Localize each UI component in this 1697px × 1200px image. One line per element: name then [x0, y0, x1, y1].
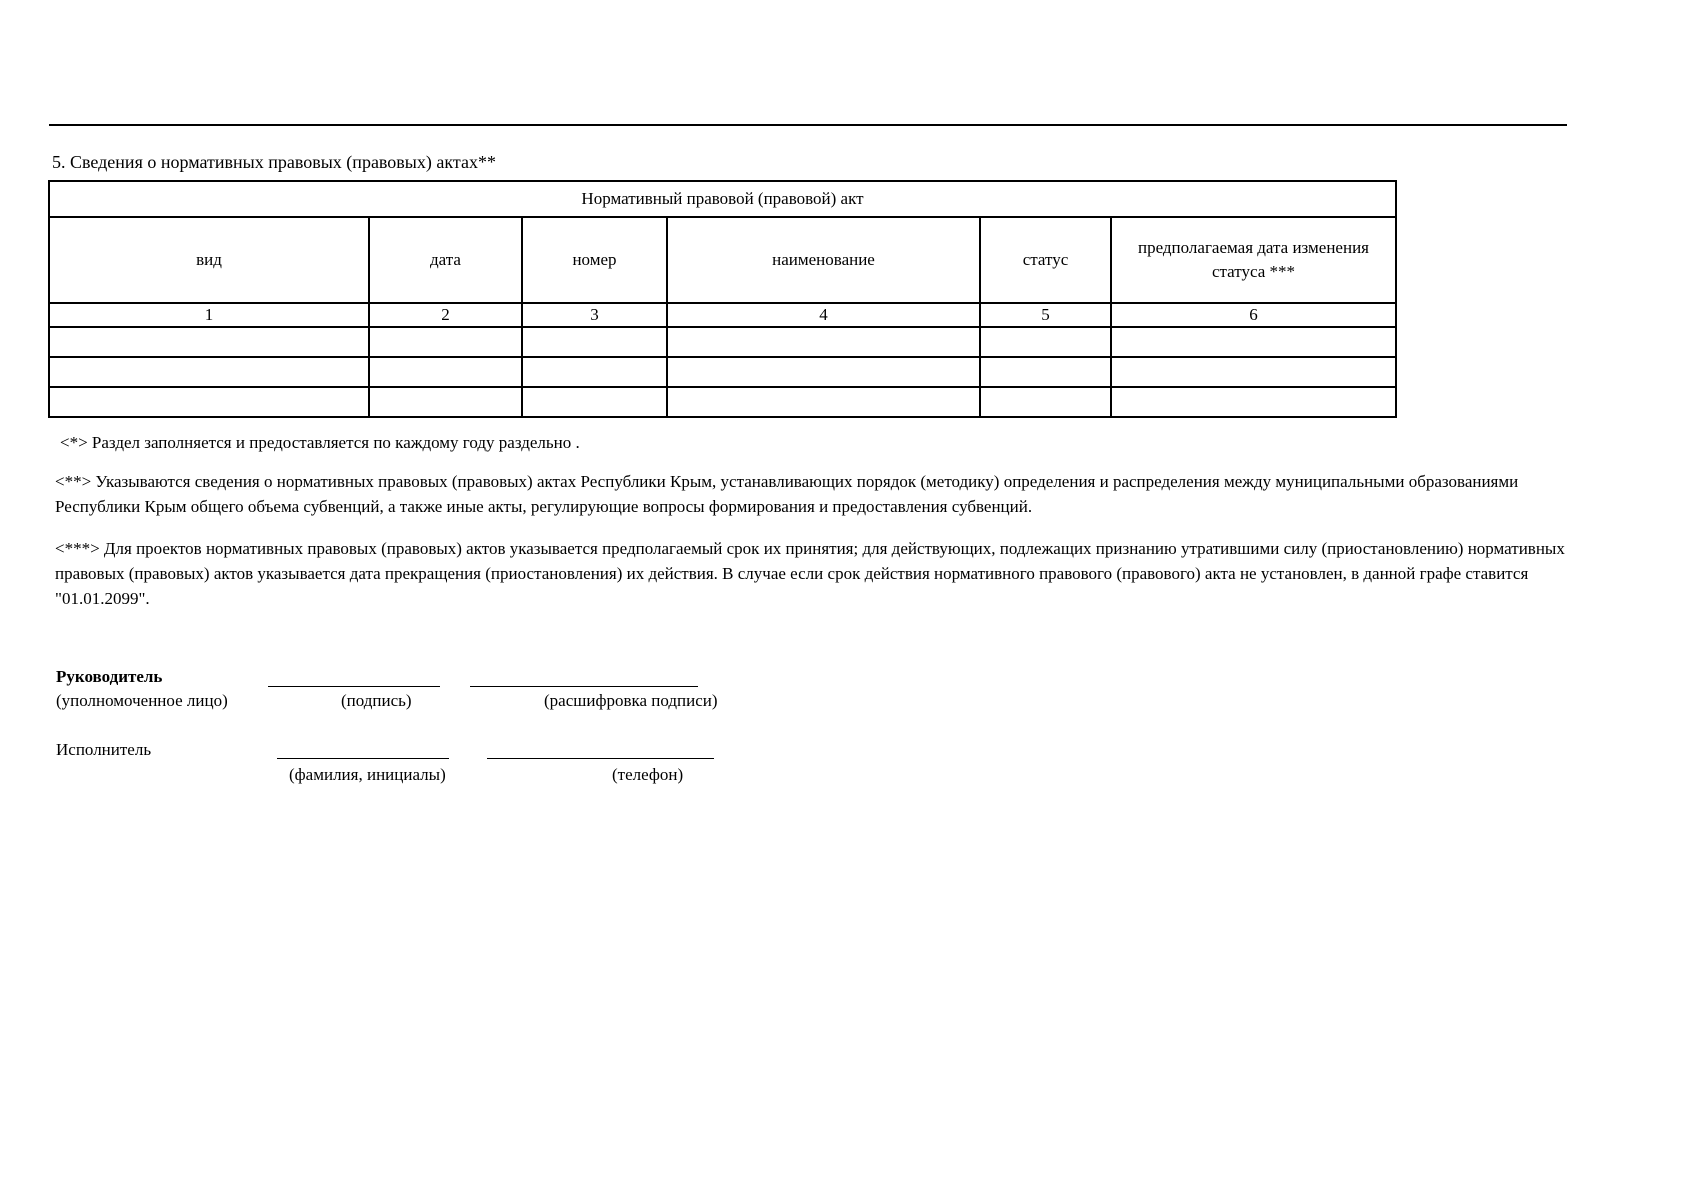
column-number: 2 [369, 303, 522, 327]
executor-name-caption: (фамилия, инициалы) [289, 765, 446, 784]
table-cell[interactable] [667, 357, 980, 387]
table-cell[interactable] [980, 327, 1111, 357]
footnote-2: <**> Указываются сведения о нормативных правовых (правовых) актах Республики Крым, устанавливающих порядок (методику) определения и распределения между муниципальными образованиями Республики Крым общего объема субвенций, а также иные акты, регулирующие вопросы формирования и предоставления субвенций. [55, 472, 1519, 516]
table-row [49, 357, 1396, 387]
signature-line[interactable] [268, 686, 440, 687]
table-column-number-row [49, 303, 1396, 327]
table-cell[interactable] [667, 327, 980, 357]
section-title: 5. Сведения о нормативных правовых (правовых) актах** [52, 152, 496, 172]
table-cell[interactable] [522, 327, 667, 357]
table-cell[interactable] [1111, 387, 1396, 417]
table-cell[interactable] [1111, 357, 1396, 387]
column-number: 1 [49, 303, 369, 327]
signature-caption: (подпись) [341, 691, 412, 710]
column-number: 6 [1111, 303, 1396, 327]
executor-phone-caption: (телефон) [612, 765, 684, 784]
column-header-status: статус [980, 217, 1111, 303]
signature-decryption-caption: (расшифровка подписи) [544, 691, 718, 710]
table-cell[interactable] [49, 387, 369, 417]
table-cell[interactable] [49, 357, 369, 387]
column-header-type: вид [49, 217, 369, 303]
table-cell[interactable] [49, 327, 369, 357]
table-cell[interactable] [522, 357, 667, 387]
table-cell[interactable] [369, 387, 522, 417]
table-cell[interactable] [667, 387, 980, 417]
column-header-status-change-date: предполагаемая дата изменения статуса *** [1111, 217, 1396, 303]
column-header-date: дата [369, 217, 522, 303]
normative-acts-table [48, 180, 1397, 418]
table-cell[interactable] [980, 387, 1111, 417]
column-number: 3 [522, 303, 667, 327]
column-header-name: наименование [667, 217, 980, 303]
head-subtitle: (уполномоченное лицо) [56, 691, 228, 710]
column-header-number: номер [522, 217, 667, 303]
table-cell[interactable] [369, 327, 522, 357]
signature-decryption-line[interactable] [470, 686, 698, 687]
executor-name-line[interactable] [277, 758, 449, 759]
executor-phone-line[interactable] [487, 758, 714, 759]
column-number: 4 [667, 303, 980, 327]
table-group-header: Нормативный правовой (правовой) акт [49, 181, 1396, 217]
table-row [49, 327, 1396, 357]
table-cell[interactable] [522, 387, 667, 417]
top-rule [49, 124, 1567, 126]
head-title: Руководитель [56, 667, 163, 686]
executor-title: Исполнитель [56, 740, 152, 759]
footnote-1: <*> Раздел заполняется и предоставляется по каждому году раздельно . [60, 433, 580, 452]
table-group-header-row [49, 181, 1396, 217]
table-cell[interactable] [1111, 327, 1396, 357]
table-row [49, 387, 1396, 417]
column-number: 5 [980, 303, 1111, 327]
footnote-3: <***> Для проектов нормативных правовых (правовых) актов указывается предполагаемый срок их принятия; для действующих, подлежащих признанию утратившими силу (приостановлению) нормативных правовых (правовых) актов указывается дата прекращения (приостановления) их действия. В случае если срок действия нормативного правового (правового) акта не установлен, в данной графе ставится "01.01.2099". [55, 539, 1565, 608]
table-cell[interactable] [980, 357, 1111, 387]
table-cell[interactable] [369, 357, 522, 387]
table-column-header-row [49, 217, 1396, 303]
